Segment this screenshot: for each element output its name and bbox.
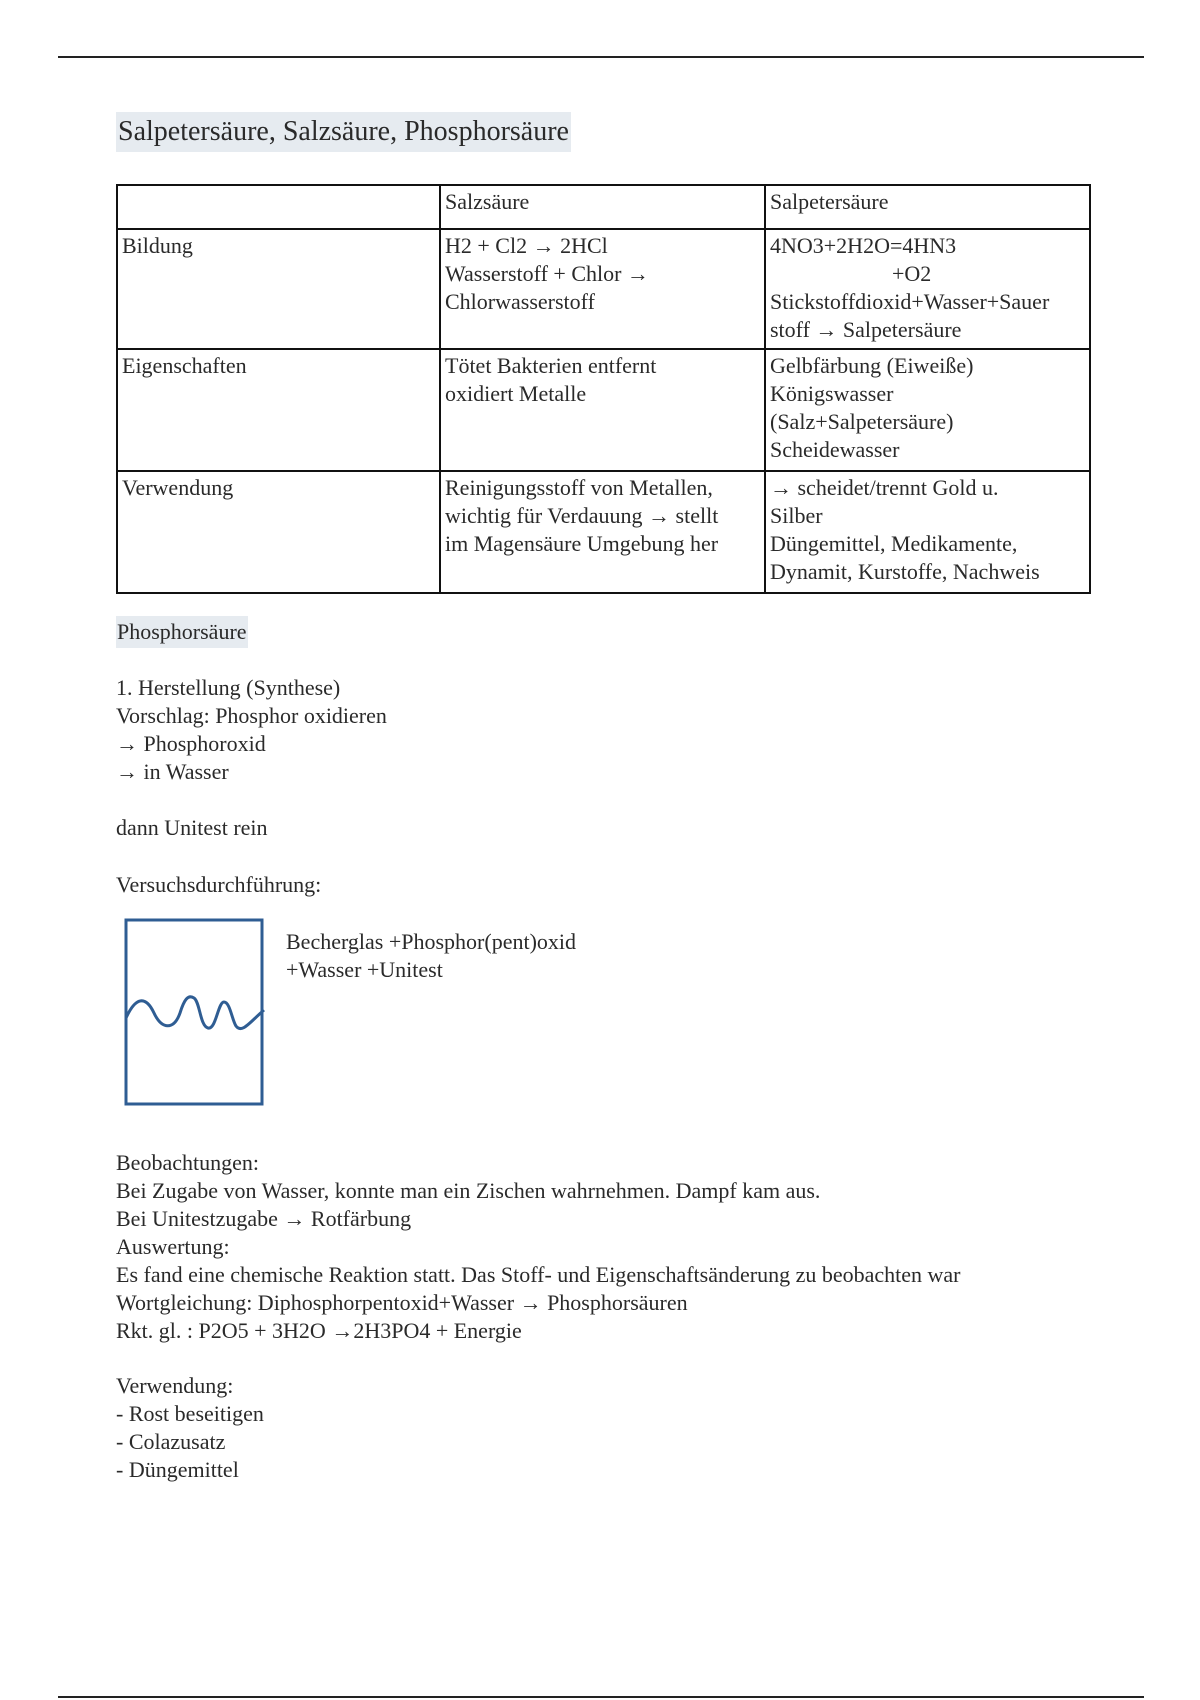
header-cell-salpetersaeure: Salpetersäure	[765, 185, 1090, 229]
verwendung-block	[116, 1372, 264, 1484]
row-label: Bildung	[117, 229, 440, 349]
text-line: Verwendung:	[116, 1373, 234, 1398]
cell-line: +O2	[892, 261, 932, 286]
text-line: 1. Herstellung (Synthese)	[116, 675, 341, 700]
cell-salpetersaeure-eigenschaften	[765, 349, 1090, 471]
acid-comparison-table	[116, 184, 1091, 594]
text-line: → Phosphoroxid	[116, 731, 266, 756]
cell-salzsaeure-bildung	[440, 229, 765, 349]
cell-salpetersaeure-bildung	[765, 229, 1090, 349]
text-line: Rkt. gl. : P2O5 + 3H2O →2H3PO4 + Energie	[116, 1318, 522, 1343]
herstellung-block	[116, 674, 387, 786]
text-line: Auswertung:	[116, 1234, 230, 1259]
text-line: Becherglas +Phosphor(pent)oxid	[286, 929, 577, 954]
text-line: Vorschlag: Phosphor oxidieren	[116, 703, 387, 728]
text-line: Bei Zugabe von Wasser, konnte man ein Zischen wahrnehmen. Dampf kam aus.	[116, 1178, 821, 1203]
text-line: Beobachtungen:	[116, 1150, 259, 1175]
text-line: Bei Unitestzugabe → Rotfärbung	[116, 1206, 412, 1231]
table-row-verwendung	[117, 471, 1090, 593]
header-cell-salzsaeure: Salzsäure	[440, 185, 765, 229]
page-title: Salpetersäure, Salzsäure, Phosphorsäure	[116, 112, 571, 152]
table-row-bildung	[117, 229, 1090, 349]
row-label: Eigenschaften	[117, 349, 440, 471]
cell-line: Dynamit, Kurstoffe, Nachweis	[770, 559, 1040, 584]
footer-rule	[58, 1696, 1144, 1698]
beaker-drawing	[124, 918, 266, 1108]
cell-salzsaeure-verwendung	[440, 471, 765, 593]
cell-line: oxidiert Metalle	[445, 381, 587, 406]
versuch-label: Versuchsdurchführung:	[116, 872, 322, 897]
beobachtungen-block	[116, 1149, 961, 1345]
cell-salpetersaeure-verwendung	[765, 471, 1090, 593]
table-header-row	[117, 185, 1090, 229]
text-line: → in Wasser	[116, 759, 229, 784]
cell-line: Silber	[770, 503, 823, 528]
cell-line: Reinigungsstoff von Metallen,	[445, 475, 713, 500]
cell-line: (Salz+Salpetersäure)	[770, 409, 954, 434]
text-line: Es fand eine chemische Reaktion statt. Das Stoff- und Eigenschaftsänderung zu beobachten war	[116, 1262, 961, 1287]
text-line: - Rost beseitigen	[116, 1401, 264, 1426]
beaker-outline	[126, 920, 262, 1104]
cell-line: stoff → Salpetersäure	[770, 317, 962, 342]
cell-line: Stickstoffdioxid+Wasser+Sauer	[770, 289, 1050, 314]
cell-line: 4NO3+2H2O=4HN3	[770, 233, 957, 258]
cell-line: Gelbfärbung (Eiweiße)	[770, 353, 974, 378]
text-line: - Düngemittel	[116, 1457, 239, 1482]
cell-line: Chlorwasserstoff	[445, 289, 595, 314]
header-cell-empty	[117, 185, 440, 229]
cell-salzsaeure-eigenschaften	[440, 349, 765, 471]
cell-line: Tötet Bakterien entfernt	[445, 353, 657, 378]
cell-line: im Magensäure Umgebung her	[445, 531, 719, 556]
text-line: Wortgleichung: Diphosphorpentoxid+Wasser → Phosphorsäuren	[116, 1290, 688, 1315]
text-line: +Wasser +Unitest	[286, 957, 443, 982]
cell-line: Wasserstoff + Chlor →	[445, 261, 649, 286]
unitest-line: dann Unitest rein	[116, 815, 268, 840]
row-label: Verwendung	[117, 471, 440, 593]
table-row-eigenschaften	[117, 349, 1090, 471]
section-title: Phosphorsäure	[116, 616, 248, 648]
cell-line: H2 + Cl2 → 2HCl	[445, 233, 608, 258]
water-wave	[126, 997, 264, 1029]
cell-line: wichtig für Verdauung → stellt	[445, 503, 719, 528]
text-line: - Colazusatz	[116, 1429, 226, 1454]
beaker-label	[286, 928, 576, 984]
cell-line: → scheidet/trennt Gold u.	[770, 475, 999, 500]
cell-line: Königswasser	[770, 381, 894, 406]
header-rule	[58, 56, 1144, 58]
cell-line: Scheidewasser	[770, 437, 900, 462]
cell-line: Düngemittel, Medikamente,	[770, 531, 1018, 556]
